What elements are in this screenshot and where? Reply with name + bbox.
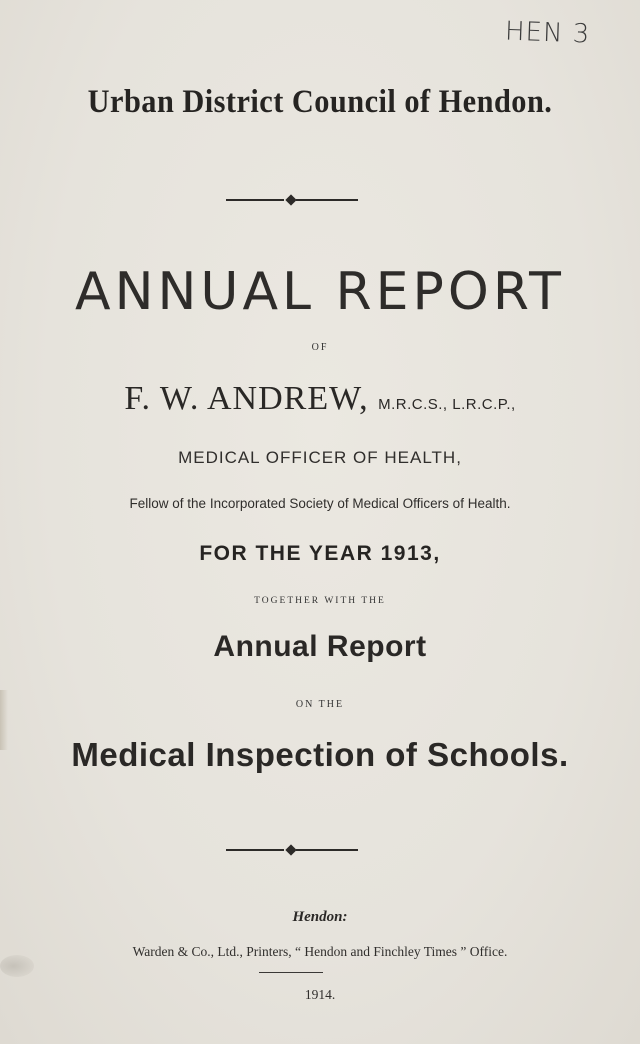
author-line	[0, 380, 640, 418]
subject-title: Medical Inspection of Schools.	[71, 736, 569, 773]
paper-edge-mark	[0, 690, 8, 750]
position-title: MEDICAL OFFICER OF HEALTH,	[178, 448, 462, 467]
imprint-year: 1914.	[304, 987, 336, 1002]
imprint-printers: Warden & Co., Ltd., Printers, “ Hendon and Finchley Times ” Office.	[132, 944, 508, 959]
year-line: FOR THE YEAR 1913,	[199, 542, 441, 565]
report-heading: ANNUAL REPORT	[75, 262, 565, 322]
imprint-place: Hendon:	[292, 909, 348, 925]
ornamental-rule-top	[226, 194, 358, 206]
handwritten-reference: HEN 3	[504, 16, 591, 50]
author-qualifications: M.R.C.S., L.R.C.P.,	[378, 396, 516, 413]
of-label: OF	[311, 342, 329, 353]
council-title: Urban District Council of Hendon.	[87, 84, 553, 120]
author-name: F. W. ANDREW,	[124, 380, 369, 417]
ornamental-rule-bottom	[226, 844, 358, 856]
fellowship-line: Fellow of the Incorporated Society of Medical Officers of Health.	[129, 496, 511, 511]
paper-stain	[0, 955, 34, 977]
second-report-title: Annual Report	[213, 630, 427, 663]
together-label: TOGETHER WITH THE	[254, 596, 386, 606]
on-the-label: ON THE	[295, 699, 345, 710]
imprint-rule	[259, 972, 323, 973]
